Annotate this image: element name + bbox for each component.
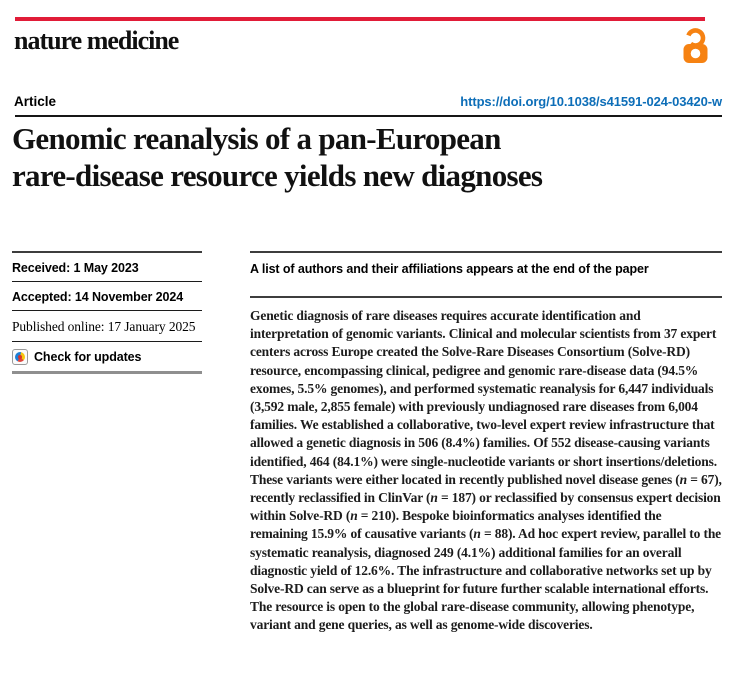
content-columns	[12, 251, 722, 635]
title-line-1: Genomic reanalysis of a pan-European	[12, 121, 501, 156]
article-meta-panel	[12, 251, 202, 374]
abstract-text: Genetic diagnosis of rare diseases requires accurate identification and interpretation of genomic variants. Clinical and molecular scientists from 37 expert centers across Europe created the Solve-Rare Diseases Consortium (Solve-RD) resource, encompassing clinical, pedigree and genomic rare-disease data (94.5% exomes, 5.5% genomes), and performed systematic reanalysis for 6,447 individuals (3,592 male, 2,855 female) with previously undiagnosed rare diseases from 6,004 families. We established a collaborative, two-level expert review infrastructure that allowed a genetic diagnosis in 506 (8.4%) families. Of 552 disease-causing variants identified, 464 (84.1%) were single-nucleotide variants or short insertions/deletions. These variants were either located in recently published novel disease genes (n = 67), recently reclassified in ClinVar (n = 187) or reclassified by consensus expert decision within Solve-RD (n = 210). Bespoke bioinformatics analyses identified the remaining 15.9% of causative variants (n = 88). Ad hoc expert review, parallel to the systematic reanalysis, diagnosed 249 (4.1%) additional families for an overall diagnostic yield of 12.6%. The infrastructure and collaborative networks set up by Solve-RD can serve as a blueprint for future further scalable international efforts. The resource is open to the global rare-disease community, allowing phenotype, variant and gene queries, as well as genome-wide discoveries.	[250, 308, 722, 633]
crossmark-icon	[12, 349, 28, 365]
open-access-icon[interactable]	[680, 27, 708, 66]
abstract-column	[250, 251, 722, 635]
check-for-updates-button[interactable]	[12, 342, 202, 374]
published-online-date: Published online: 17 January 2025	[12, 311, 202, 342]
article-title	[12, 120, 724, 194]
journal-accent-bar	[15, 17, 705, 21]
received-date: Received: 1 May 2023	[12, 253, 202, 282]
article-type-label: Article	[14, 94, 57, 109]
accepted-date: Accepted: 14 November 2024	[12, 282, 202, 311]
header-divider	[15, 115, 722, 117]
check-for-updates-label: Check for updates	[34, 350, 142, 364]
title-line-2: rare-disease resource yields new diagnoses	[12, 158, 543, 193]
doi-link[interactable]: https://doi.org/10.1038/s41591-024-03420-w	[460, 94, 722, 109]
journal-logo: nature medicine	[14, 26, 179, 55]
authors-note: A list of authors and their affiliations appears at the end of the paper	[250, 253, 722, 298]
article-type-row	[14, 94, 722, 109]
